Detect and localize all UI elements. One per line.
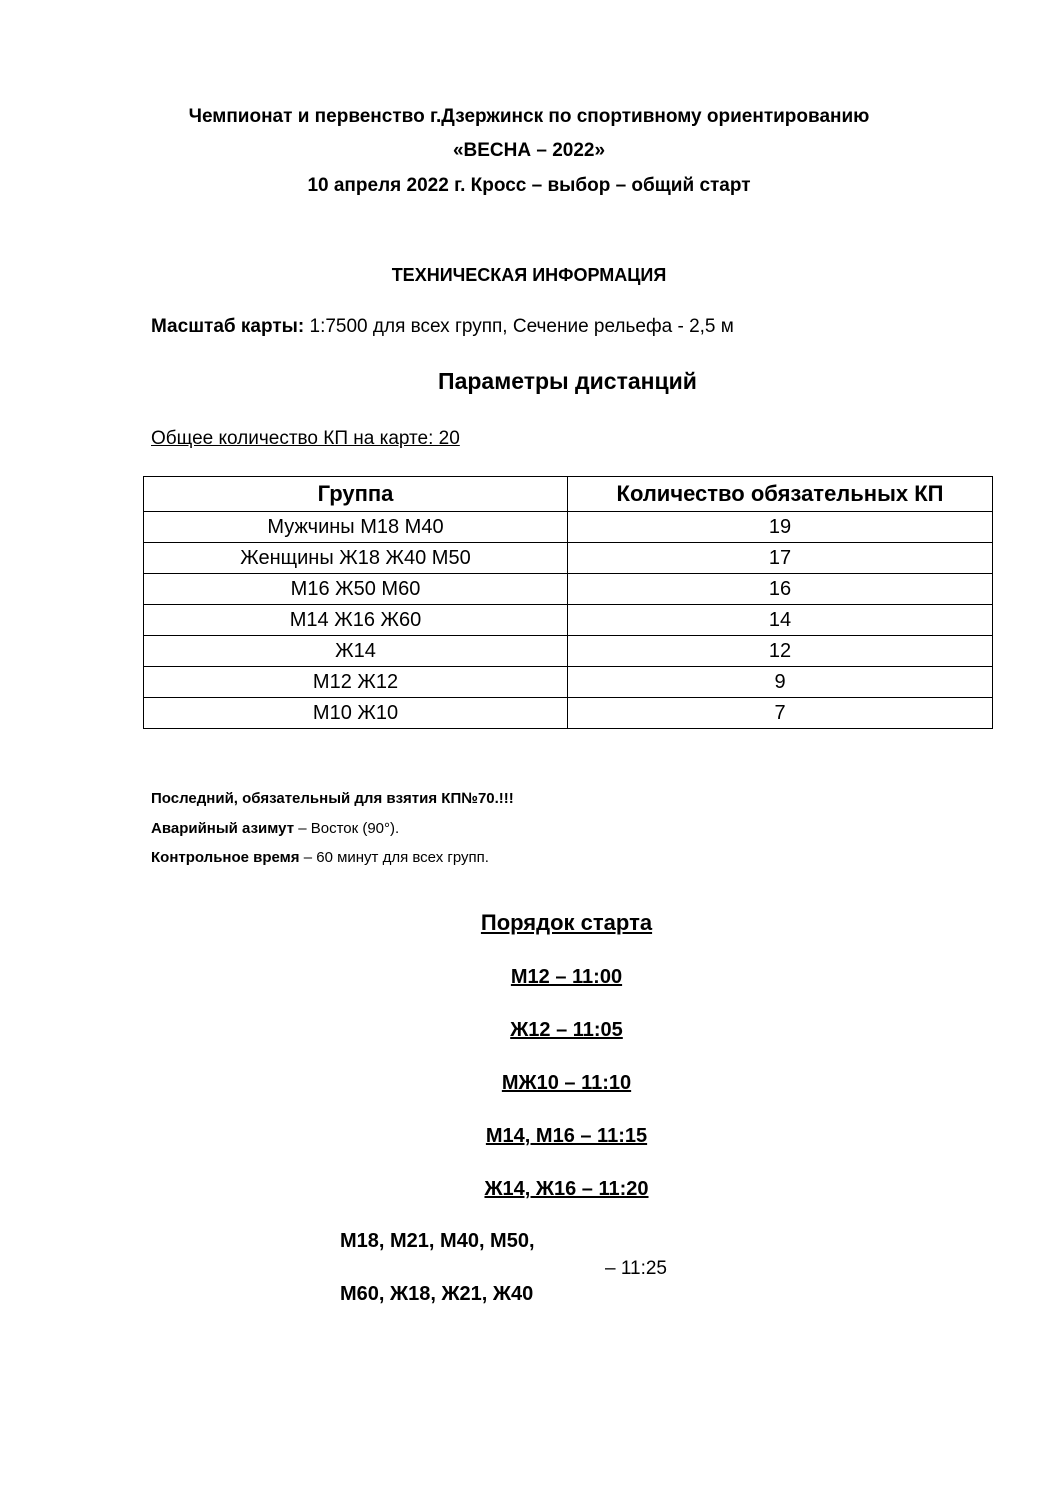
control-time-label: Контрольное время xyxy=(151,849,300,866)
cell-kp: 17 xyxy=(568,543,993,574)
last-groups-time: – 11:25 xyxy=(605,1258,667,1279)
last-groups-line-2: М60, Ж18, Ж21, Ж40 xyxy=(340,1283,534,1305)
map-scale-label: Масштаб карты: xyxy=(151,316,305,337)
cell-group: М12 Ж12 xyxy=(144,667,568,698)
cell-kp: 16 xyxy=(568,574,993,605)
table-row xyxy=(144,667,993,698)
start-order-title: Порядок старта xyxy=(480,910,653,935)
cell-kp: 7 xyxy=(568,698,993,729)
start-item: М12 – 11:00 xyxy=(510,966,623,988)
table-row xyxy=(144,574,993,605)
header-group: Группа xyxy=(144,477,568,512)
cell-kp: 14 xyxy=(568,605,993,636)
cell-group: Мужчины М18 М40 xyxy=(144,512,568,543)
azimuth-value: – Восток (90°). xyxy=(294,820,400,837)
table-row xyxy=(144,512,993,543)
start-item: Ж12 – 11:05 xyxy=(510,1019,623,1041)
cell-group: М16 Ж50 М60 xyxy=(144,574,568,605)
azimuth-label: Аварийный азимут xyxy=(151,820,295,837)
start-item: Ж14, Ж16 – 11:20 xyxy=(484,1178,649,1200)
table-row xyxy=(144,543,993,574)
note-control-time xyxy=(151,849,489,866)
cell-group: М14 Ж16 Ж60 xyxy=(144,605,568,636)
params-title: Параметры дистанций xyxy=(438,368,697,394)
cell-group: М10 Ж10 xyxy=(144,698,568,729)
note-last-kp: Последний, обязательный для взятия КП№70.!!! xyxy=(151,790,514,807)
header-kp-count: Количество обязательных КП xyxy=(568,477,993,512)
cell-kp: 12 xyxy=(568,636,993,667)
cell-group: Женщины Ж18 Ж40 М50 xyxy=(144,543,568,574)
kp-table xyxy=(143,476,993,729)
table-header-row xyxy=(144,477,993,512)
start-item: М14, М16 – 11:15 xyxy=(485,1125,648,1147)
start-item: МЖ10 – 11:10 xyxy=(501,1072,632,1094)
map-scale-value: 1:7500 для всех групп, Сечение рельефа - 2,5 м xyxy=(309,316,734,337)
control-time-value: – 60 минут для всех групп. xyxy=(299,849,489,866)
title-line-1: Чемпионат и первенство г.Дзержинск по спортивному ориентированию xyxy=(188,106,870,127)
table-row xyxy=(144,605,993,636)
table-row xyxy=(144,698,993,729)
tech-info-title: ТЕХНИЧЕСКАЯ ИНФОРМАЦИЯ xyxy=(391,265,667,285)
title-line-3: 10 апреля 2022 г. Кросс – выбор – общий старт xyxy=(307,175,751,196)
title-line-2: «ВЕСНА – 2022» xyxy=(452,140,606,161)
table-row xyxy=(144,636,993,667)
total-kp: Общее количество КП на карте: 20 xyxy=(151,428,460,449)
cell-kp: 9 xyxy=(568,667,993,698)
note-azimuth xyxy=(151,820,399,837)
last-groups-line-1: М18, М21, М40, М50, xyxy=(340,1230,535,1252)
map-scale xyxy=(151,316,734,338)
cell-kp: 19 xyxy=(568,512,993,543)
cell-group: Ж14 xyxy=(144,636,568,667)
